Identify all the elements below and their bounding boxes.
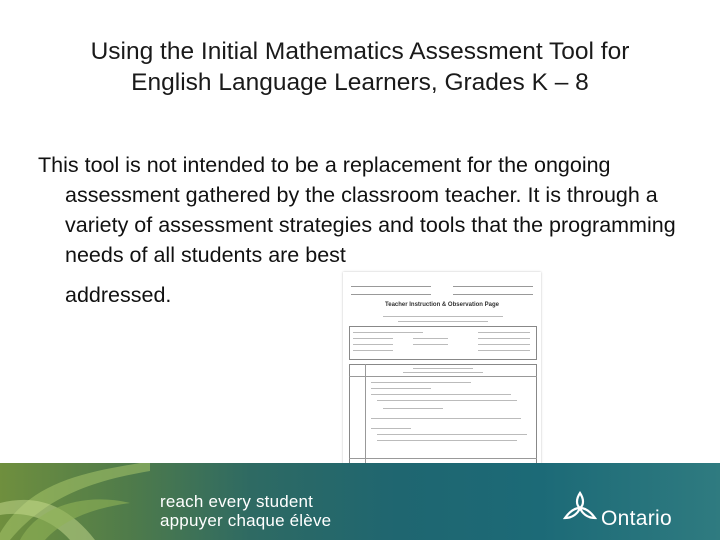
form-table-rule [349,376,537,377]
leaf-decoration-icon [0,463,150,540]
form-text-line [413,338,448,339]
form-text-line [403,372,483,373]
tagline-french: appuyer chaque élève [160,511,332,530]
ontario-logo-text: Ontario [601,507,672,530]
slide-title-line-1: Using the Initial Mathematics Assessment Tool for [90,38,630,65]
form-field-line [453,294,533,295]
form-text-line [353,338,393,339]
form-text-line [383,408,443,409]
form-text-line [371,418,521,419]
form-subtitle-line [398,321,488,322]
slide-title [20,36,700,98]
slide-title-line-2: English Language Learners, Grades K – 8 [131,69,589,96]
slide-body-text: This tool is not intended to be a replacement for the ongoing assessment gathered by the classroom teacher. It is through a variety of assessment strategies and tools that the programming needs of all students are best [38,153,676,267]
ontario-trillium-logo-icon [562,491,598,525]
form-field-line [351,294,431,295]
slide-body-text-end: addressed. [65,283,172,307]
form-table-rule [349,458,537,459]
form-text-line [377,400,517,401]
form-text-line [353,344,393,345]
form-text-line [377,434,527,435]
tagline-english: reach every student [160,492,314,511]
footer-tagline [160,492,331,530]
form-heading: Teacher Instruction & Observation Page [385,302,499,308]
form-subtitle-line [383,316,503,317]
form-text-line [371,394,511,395]
form-text-line [478,344,530,345]
form-text-line [371,428,411,429]
form-text-line [413,344,448,345]
form-text-line [478,338,530,339]
form-text-line [353,350,393,351]
form-field-line [351,286,431,287]
form-field-line [453,286,533,287]
form-text-line [371,388,431,389]
form-text-line [478,332,530,333]
form-text-line [371,382,471,383]
form-text-line [353,332,423,333]
form-text-line [377,440,517,441]
form-text-line [413,368,473,369]
form-text-line [478,350,530,351]
